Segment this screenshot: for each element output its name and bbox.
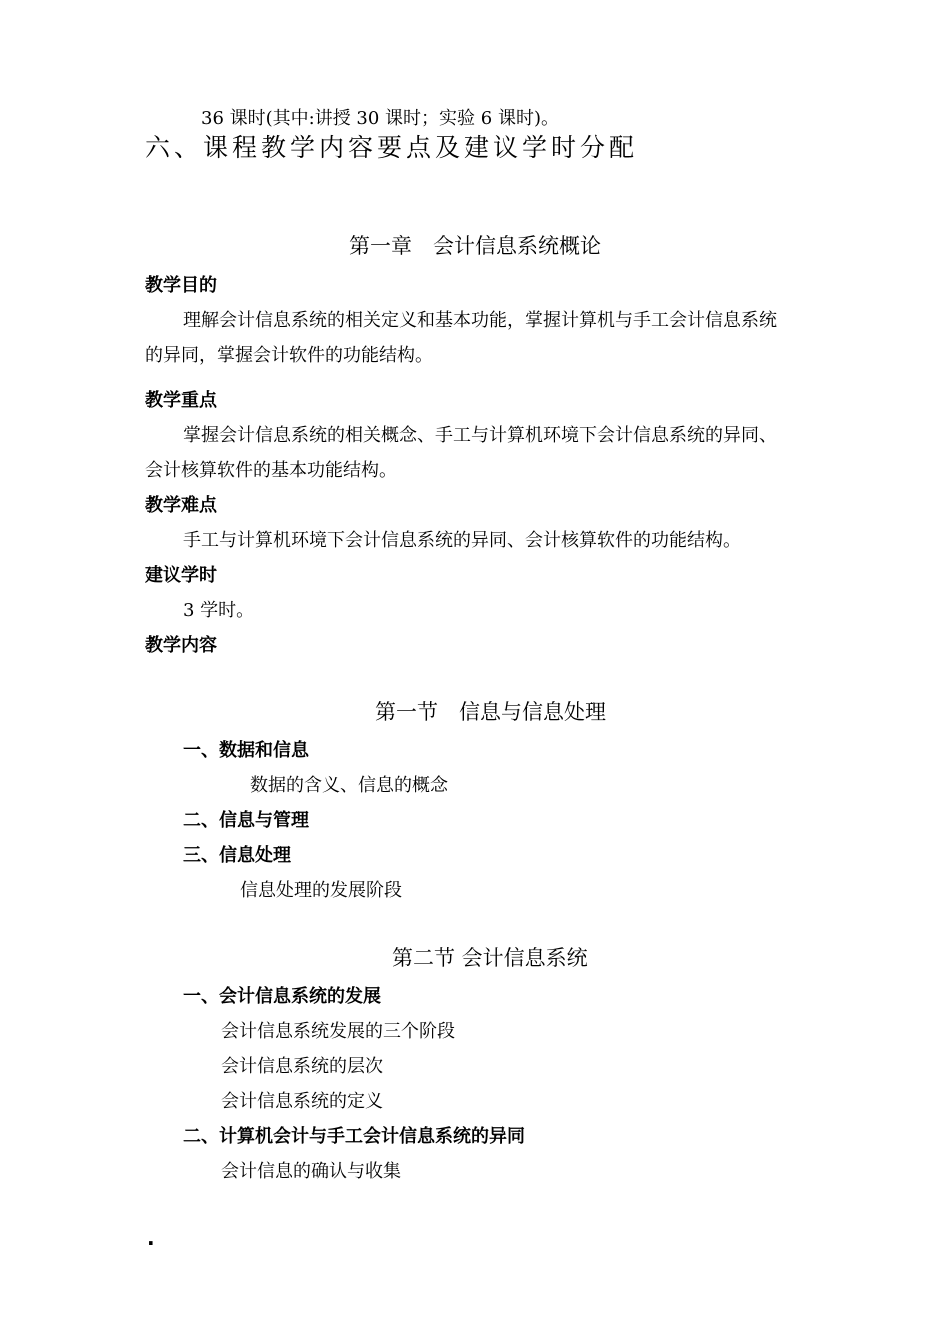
section2-item2: 二、计算机会计与手工会计信息系统的异同	[183, 1126, 525, 1147]
section1-item2: 二、信息与管理	[183, 810, 309, 831]
objective-line-2: 的异同，掌握会计软件的功能结构。	[145, 345, 433, 366]
key-points-line-1: 掌握会计信息系统的相关概念、手工与计算机环境下会计信息系统的异同、	[183, 425, 777, 446]
section2-item1: 一、会计信息系统的发展	[183, 986, 381, 1007]
hours-text: 3 学时。	[183, 600, 255, 621]
label-objective: 教学目的	[145, 275, 217, 296]
section2-item1-detail-1: 会计信息系统发展的三个阶段	[221, 1021, 455, 1042]
section1-item3-detail: 信息处理的发展阶段	[240, 880, 402, 901]
section1-title: 第一节 信息与信息处理	[375, 700, 606, 724]
section-heading: 六、课程教学内容要点及建议学时分配	[145, 133, 639, 162]
chapter-title: 第一章 会计信息系统概论	[349, 234, 601, 258]
label-difficulties: 教学难点	[145, 495, 217, 516]
section2-item1-detail-3: 会计信息系统的定义	[221, 1091, 383, 1112]
section1-item3: 三、信息处理	[183, 845, 291, 866]
intro-line: 36 课时(其中:讲授 30 课时；实验 6 课时)。	[201, 108, 559, 129]
label-hours: 建议学时	[145, 565, 217, 586]
difficulties-text: 手工与计算机环境下会计信息系统的异同、会计核算软件的功能结构。	[183, 530, 741, 551]
key-points-line-2: 会计核算软件的基本功能结构。	[145, 460, 397, 481]
objective-line-1: 理解会计信息系统的相关定义和基本功能，掌握计算机与手工会计信息系统	[183, 310, 777, 331]
section1-item1-detail: 数据的含义、信息的概念	[250, 775, 448, 796]
label-key-points: 教学重点	[145, 390, 217, 411]
footer-mark: .	[147, 1226, 155, 1250]
section2-item2-detail: 会计信息的确认与收集	[221, 1161, 401, 1182]
section2-title: 第二节 会计信息系统	[392, 946, 588, 970]
section1-item1: 一、数据和信息	[183, 740, 309, 761]
label-content: 教学内容	[145, 635, 217, 656]
section2-item1-detail-2: 会计信息系统的层次	[221, 1056, 383, 1077]
